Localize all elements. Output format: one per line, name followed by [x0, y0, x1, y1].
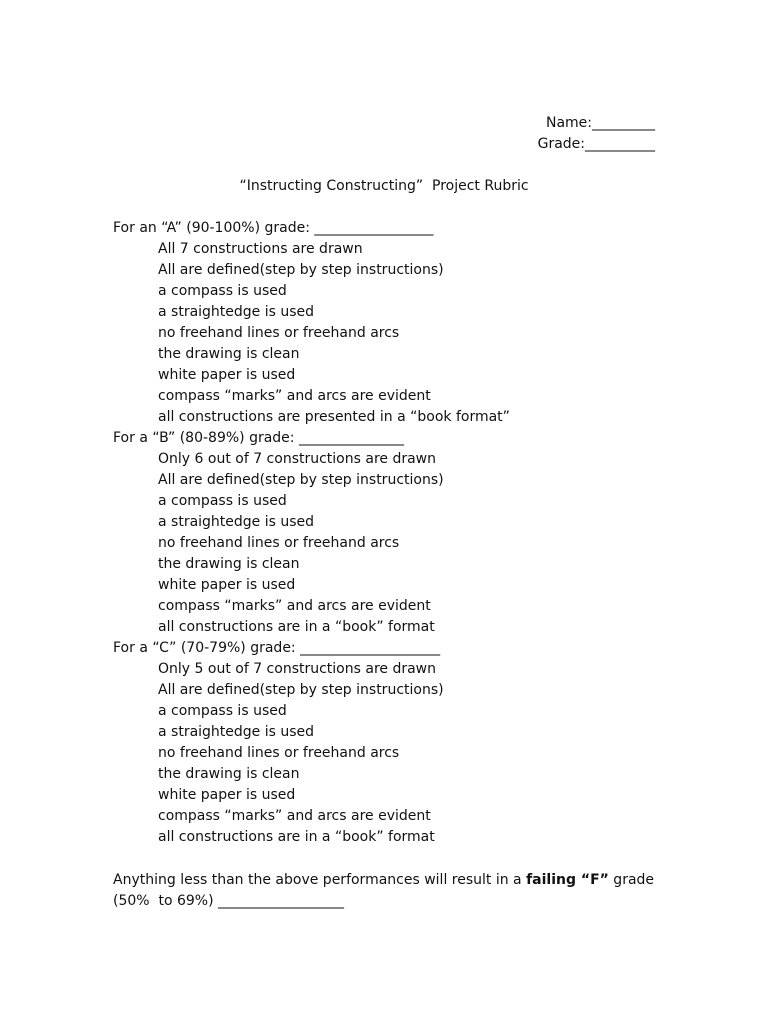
grade-a-item: a compass is used — [158, 283, 287, 299]
grade-c-item: a straightedge is used — [158, 724, 315, 740]
grade-b-item: compass “marks” and arcs are evident — [158, 598, 431, 614]
grade-a-item: All are defined(step by step instructions) — [158, 262, 444, 278]
grade-a-item: compass “marks” and arcs are evident — [158, 388, 431, 404]
grade-a-heading: For an “A” (90-100%) grade: _________________ — [113, 220, 434, 236]
grade-c-heading: For a “C” (70-79%) grade: ____________________ — [113, 640, 441, 656]
failing-grade-range: (50% to 69%) __________________ — [113, 893, 345, 909]
grade-b-item: the drawing is clean — [158, 556, 300, 572]
grade-c-item: All are defined(step by step instructions) — [158, 682, 444, 698]
grade-a-item: a straightedge is used — [158, 304, 315, 320]
grade-b-heading: For a “B” (80-89%) grade: _______________ — [113, 430, 404, 446]
grade-a-item: All 7 constructions are drawn — [158, 241, 363, 257]
grade-a-item: white paper is used — [158, 367, 296, 383]
grade-b-item: all constructions are in a “book” format — [158, 619, 435, 635]
failing-text-after: grade — [608, 872, 655, 888]
grade-b-item: Only 6 out of 7 constructions are drawn — [158, 451, 436, 467]
grade-b-item: no freehand lines or freehand arcs — [158, 535, 400, 551]
grade-c-item: Only 5 out of 7 constructions are drawn — [158, 661, 436, 677]
grade-b-item: a compass is used — [158, 493, 287, 509]
grade-a-item: all constructions are presented in a “book format” — [158, 409, 510, 425]
grade-b-item: white paper is used — [158, 577, 296, 593]
page-title: “Instructing Constructing” Project Rubric — [239, 178, 529, 194]
grade-c-item: a compass is used — [158, 703, 287, 719]
grade-c-item: compass “marks” and arcs are evident — [158, 808, 431, 824]
grade-c-item: no freehand lines or freehand arcs — [158, 745, 400, 761]
grade-c-item: white paper is used — [158, 787, 296, 803]
failing-grade-emphasis: failing “F” — [526, 872, 609, 888]
grade-a-item: no freehand lines or freehand arcs — [158, 325, 400, 341]
failing-text-before: Anything less than the above performances will result in a — [113, 872, 527, 888]
failing-grade-statement — [113, 871, 654, 889]
name-field: Name:_________ — [545, 115, 655, 131]
grade-b-item: All are defined(step by step instructions) — [158, 472, 444, 488]
grade-field: Grade:__________ — [537, 136, 655, 152]
grade-a-item: the drawing is clean — [158, 346, 300, 362]
grade-c-item: all constructions are in a “book” format — [158, 829, 435, 845]
grade-b-item: a straightedge is used — [158, 514, 315, 530]
grade-c-item: the drawing is clean — [158, 766, 300, 782]
